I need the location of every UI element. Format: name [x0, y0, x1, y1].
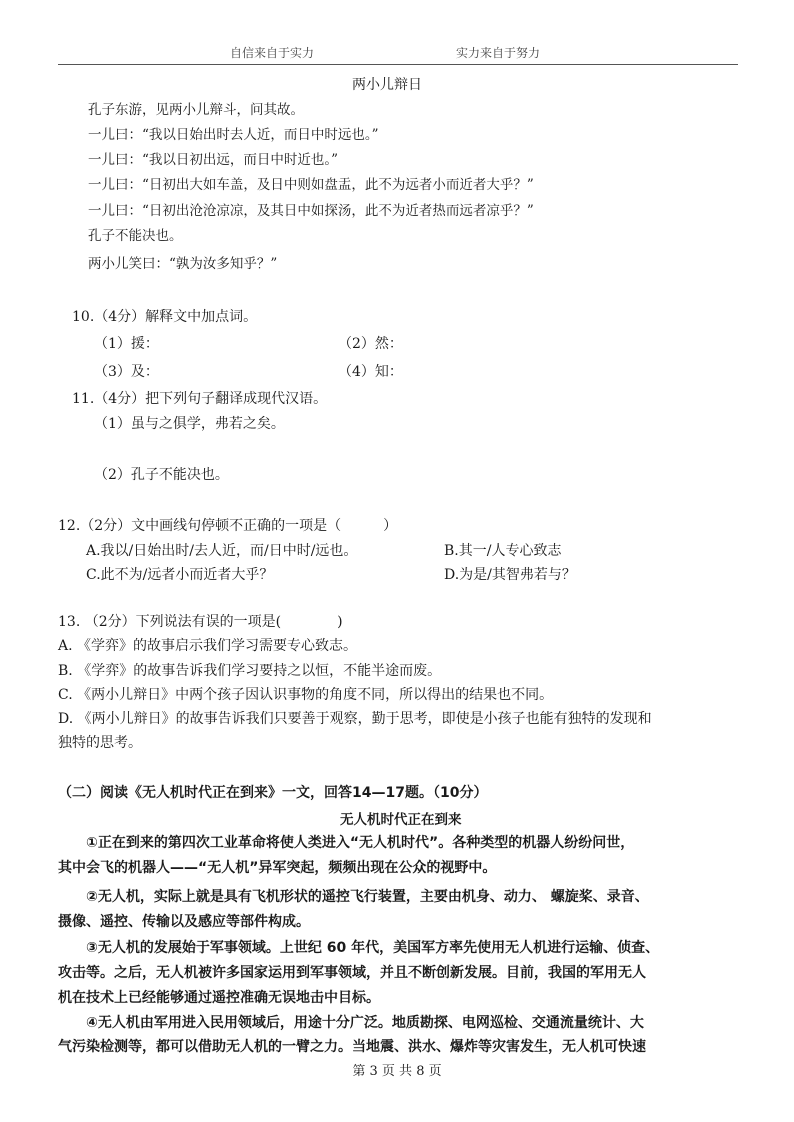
q10-item: （2）然： — [338, 336, 403, 352]
passage1-line: 一儿曰：“日初出大如车盖，及日中则如盘盂，此不为远者小而近者大乎？” — [88, 177, 534, 193]
section2-heading: （二）阅读《无人机时代正在到来》一文，回答14—17题。（10分） — [58, 785, 488, 801]
q11-item: （2）孔子不能决也。 — [94, 467, 229, 483]
q13-option: B. 《学弈》的故事告诉我们学习要持之以恒，不能半途而废。 — [58, 663, 442, 679]
q10-item: （1）援： — [94, 336, 159, 352]
article-line: 其中会飞的机器人——“无人机”异军突起，频频出现在公众的视野中。 — [58, 860, 497, 876]
passage1-title: 两小儿辩日 — [352, 77, 422, 93]
q12-stem: 12.（2分）文中画线句停顿不正确的一项是（ ） — [58, 518, 398, 534]
page-number: 第 3 页 共 8 页 — [352, 1064, 442, 1079]
q13-option-continued: 独特的思考。 — [58, 735, 142, 751]
article-line: 摄像、遥控、传输以及感应等部件构成。 — [58, 914, 310, 930]
q11-stem: 11.（4分）把下列句子翻译成现代汉语。 — [72, 391, 328, 407]
header-left-motto: 自信来自于实力 — [230, 46, 315, 60]
header-right-motto: 实力来自于努力 — [456, 46, 541, 60]
q13-stem: 13. （2分）下列说法有误的一项是( ) — [58, 614, 343, 630]
header-divider — [58, 64, 738, 65]
article-line: 机在技术上已经能够通过遥控准确无误地击中目标。 — [58, 990, 380, 1006]
article-line: ①正在到来的第四次工业革命将使人类进入“无人机时代”。各种类型的机器人纷纷问世， — [86, 835, 635, 851]
article-line: 气污染检测等，都可以借助无人机的一臂之力。当地震、洪水、爆炸等灾害发生，无人机可快速 — [58, 1039, 646, 1055]
q12-option: D.为是/其智弗若与？ — [444, 567, 576, 583]
passage1-line: 孔子不能决也。 — [88, 228, 183, 244]
passage1-line: 一儿曰：“我以日初出远，而日中时近也。” — [88, 152, 339, 168]
q13-option: D. 《两小儿辩日》的故事告诉我们只要善于观察，勤于思考，即使是小孩子也能有独特的发现和 — [58, 711, 652, 727]
passage1-line: 两小儿笑曰：“孰为汝多知乎？” — [88, 256, 278, 272]
passage1-line: 孔子东游，见两小儿辩斗，问其故。 — [88, 102, 304, 118]
article-line: 攻击等。之后，无人机被许多国家运用到军事领域，并且不断创新发展。目前，我国的军用无人 — [58, 965, 646, 981]
q10-stem: 10.（4分）解释文中加点词。 — [72, 309, 258, 325]
q11-item: （1）虽与之俱学，弗若之矣。 — [94, 416, 285, 432]
q12-option: A.我以/日始出时/去人近，而/日中时/远也。 — [86, 543, 358, 559]
article-line: ②无人机，实际上就是具有飞机形状的遥控飞行装置，主要由机身、动力、 螺旋桨、录音、 — [86, 889, 649, 905]
q10-item: （3）及： — [94, 364, 159, 380]
section2-article-title: 无人机时代正在到来 — [340, 812, 462, 828]
q10-item: （4）知： — [338, 364, 403, 380]
passage1-line: 一儿曰：“日初出沧沧凉凉，及其日中如探汤，此不为近者热而远者凉乎？” — [88, 203, 534, 219]
q13-option: C. 《两小儿辩日》中两个孩子因认识事物的角度不同，所以得出的结果也不同。 — [58, 687, 554, 703]
article-line: ④无人机由军用进入民用领域后，用途十分广泛。地质勘探、电网巡检、交通流量统计、大 — [86, 1015, 644, 1031]
q12-option: C.此不为/远者小而近者大乎？ — [86, 567, 274, 583]
q12-option: B.其一/人专心致志 — [444, 543, 562, 559]
passage1-line: 一儿曰：“我以日始出时去人近，而日中时远也。” — [88, 127, 379, 143]
q13-option: A. 《学弈》的故事启示我们学习需要专心致志。 — [58, 638, 358, 654]
article-line: ③无人机的发展始于军事领域。上世纪 60 年代，美国军方率先使用无人机进行运输、侦查、 — [86, 940, 660, 956]
